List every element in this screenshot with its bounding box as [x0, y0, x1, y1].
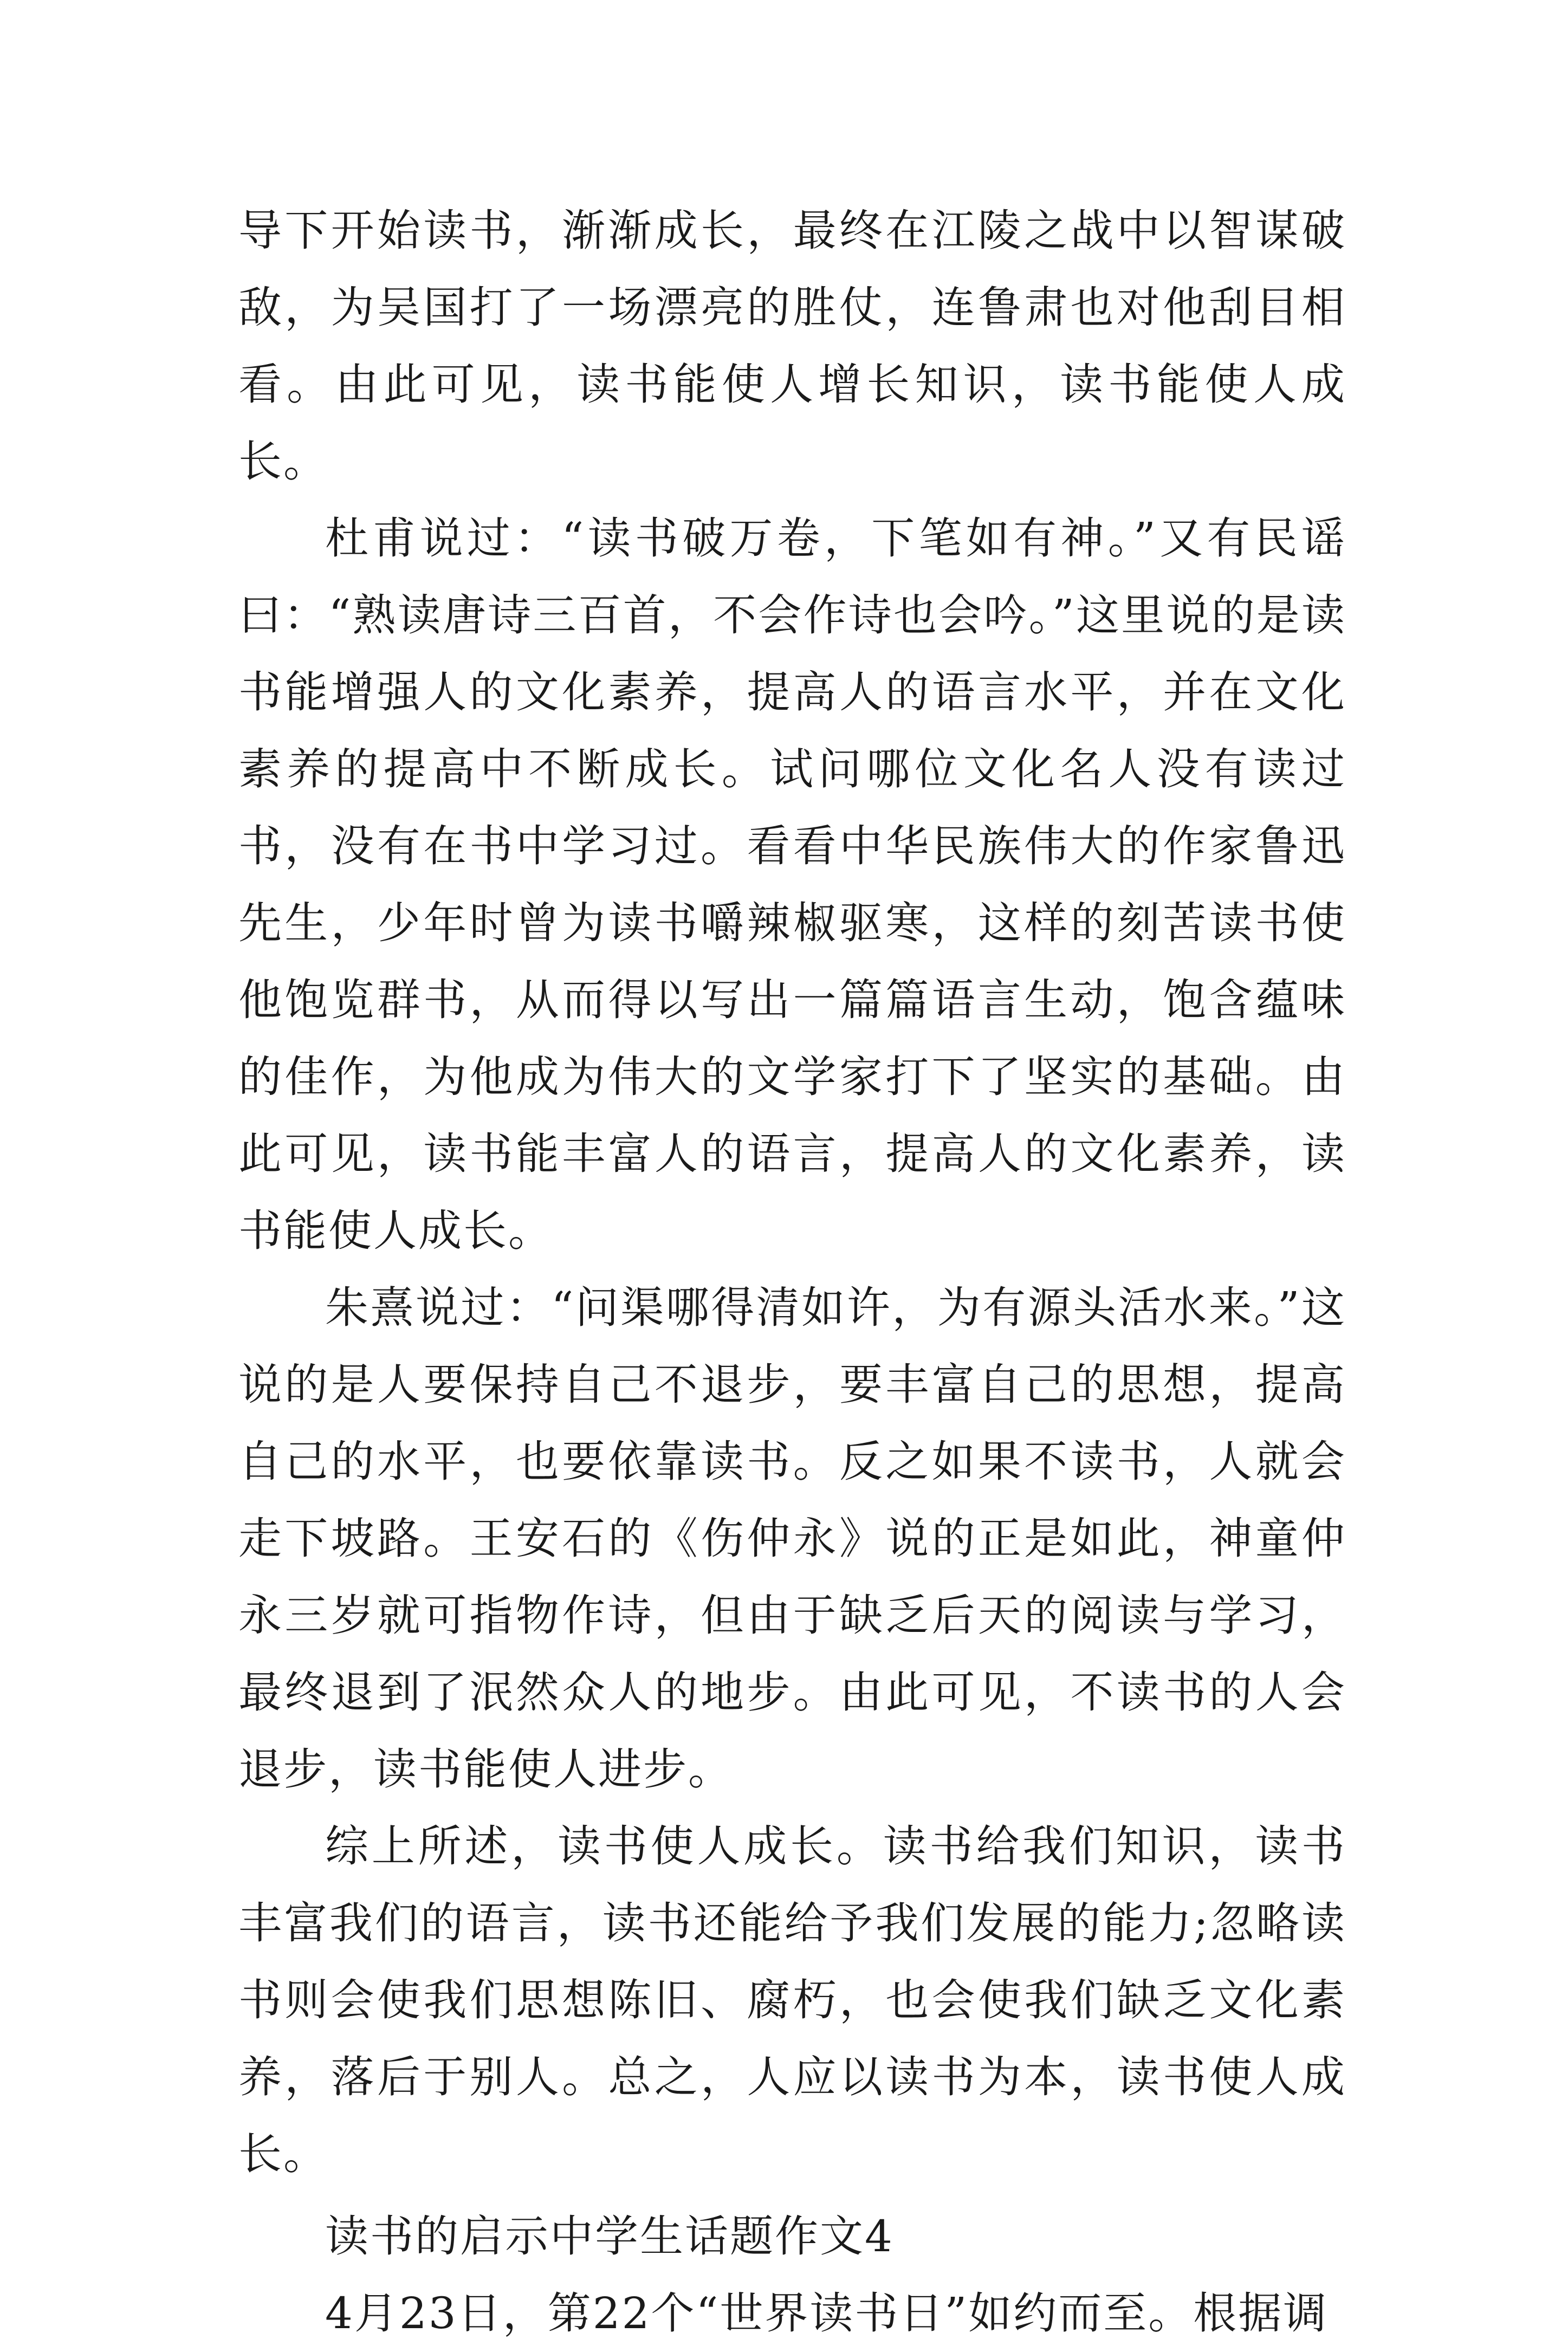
paragraph-summary: 综上所述，读书使人成长。读书给我们知识，读书丰富我们的语言，读书还能给予我们发展的能力;忽略读书则会使我们思想陈旧、腐朽，也会使我们缺乏文化素养，落后于别人。总之，人应以读书为本，读书使人成长。: [238, 1821, 1346, 2179]
essay-title-4: 读书的启示中学生话题作文4: [325, 2211, 894, 2262]
paragraph-world-book-day: 4月23日，第22个“世界读书日”如约而至。根据调: [325, 2288, 1329, 2338]
paragraph-du-fu: 杜甫说过：“读书破万卷，下笔如有神。”又有民谣曰：“熟读唐诗三百首，不会作诗也会吟。”这里说的是读书能增强人的文化素养，提高人的语言水平，并在文化素养的提高中不断成长。试问哪位文化名人没有读过书，没有在书中学习过。看看中华民族伟大的作家鲁迅先生，少年时曾为读书嚼辣椒驱寒，这样的刻苦读书使他饱览群书，从而得以写出一篇篇语言生动，饱含蕴味的佳作，为他成为伟大的文学家打下了坚实的基础。由此可见，读书能丰富人的语言，提高人的文化素养，读书能使人成长。: [238, 513, 1346, 1256]
paragraph-zhu-xi: 朱熹说过：“问渠哪得清如许，为有源头活水来。”这说的是人要保持自己不退步，要丰富自己的思想，提高自己的水平，也要依靠读书。反之如果不读书，人就会走下坡路。王安石的《伤仲永》说的正是如此，神童仲永三岁就可指物作诗，但由于缺乏后天的阅读与学习，最终退到了泯然众人的地步。由此可见，不读书的人会退步，读书能使人进步。: [238, 1282, 1346, 1794]
paragraph-lu-meng-conclusion: 导下开始读书，渐渐成长，最终在江陵之战中以智谋破敌，为吴国打了一场漂亮的胜仗，连鲁肃也对他刮目相看。由此可见，读书能使人增长知识，读书能使人成长。: [238, 205, 1346, 487]
document-body: [238, 192, 1346, 2352]
